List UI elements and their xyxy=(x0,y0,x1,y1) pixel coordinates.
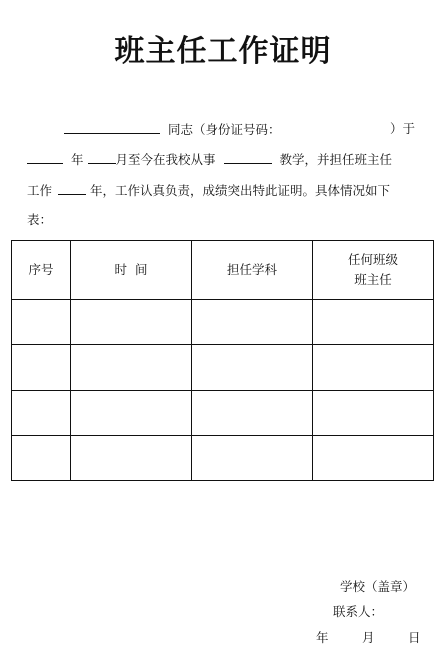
work-record-table xyxy=(11,240,434,481)
table-header-row xyxy=(12,241,434,300)
cell-time[interactable] xyxy=(71,300,192,345)
cell-class[interactable] xyxy=(313,300,434,345)
date-year-label: 年 xyxy=(316,630,329,645)
years-rest-label: 年，工作认真负责，成绩突出特此证明。具体情况如下 xyxy=(90,183,391,198)
header-subject: 担任学科 xyxy=(192,241,313,300)
paragraph-line-1 xyxy=(64,121,281,138)
cell-subject[interactable] xyxy=(192,435,313,480)
teaching-head-label: 教学，并担任班主任 xyxy=(279,152,393,167)
cell-subject[interactable] xyxy=(192,300,313,345)
paragraph-line-4 xyxy=(27,212,52,228)
start-year-blank[interactable] xyxy=(27,151,63,164)
cell-subject[interactable] xyxy=(192,345,313,390)
date-month-label: 月 xyxy=(362,630,375,645)
cell-index[interactable] xyxy=(12,345,71,390)
table-row xyxy=(12,390,434,435)
table-label: 表： xyxy=(27,212,53,227)
cell-class[interactable] xyxy=(313,435,434,480)
paragraph-line-2 xyxy=(27,151,392,168)
month-since-label: 月至今在我校从事 xyxy=(115,152,216,167)
cell-time[interactable] xyxy=(71,435,192,480)
table-row xyxy=(12,345,434,390)
header-index: 序号 xyxy=(12,241,71,300)
comrade-id-label: 同志（身份证号码： xyxy=(168,122,281,137)
table-row xyxy=(12,435,434,480)
cell-index[interactable] xyxy=(12,390,71,435)
header-class: 任何班级 班主任 xyxy=(313,241,434,300)
work-years-blank[interactable] xyxy=(58,182,86,195)
name-blank[interactable] xyxy=(64,121,160,134)
table-row xyxy=(12,300,434,345)
paragraph-line-3 xyxy=(27,182,390,199)
cell-class[interactable] xyxy=(313,345,434,390)
cell-time[interactable] xyxy=(71,345,192,390)
page-title: 班主任工作证明 xyxy=(114,34,332,69)
school-seal-label: 学校（盖章） xyxy=(340,579,416,594)
work-label: 工作 xyxy=(27,183,53,198)
cell-time[interactable] xyxy=(71,390,192,435)
cell-subject[interactable] xyxy=(192,390,313,435)
subject-blank[interactable] xyxy=(224,151,272,164)
cell-index[interactable] xyxy=(12,300,71,345)
close-paren-to-label: ）于 xyxy=(390,121,416,136)
cell-class[interactable] xyxy=(313,390,434,435)
year-label: 年 xyxy=(71,152,84,167)
contact-person-label: 联系人： xyxy=(333,604,384,619)
start-month-blank[interactable] xyxy=(88,151,116,164)
header-time: 时 间 xyxy=(71,241,192,300)
date-day-label: 日 xyxy=(408,630,421,645)
cell-index[interactable] xyxy=(12,435,71,480)
paragraph-line-1-end xyxy=(390,121,415,137)
